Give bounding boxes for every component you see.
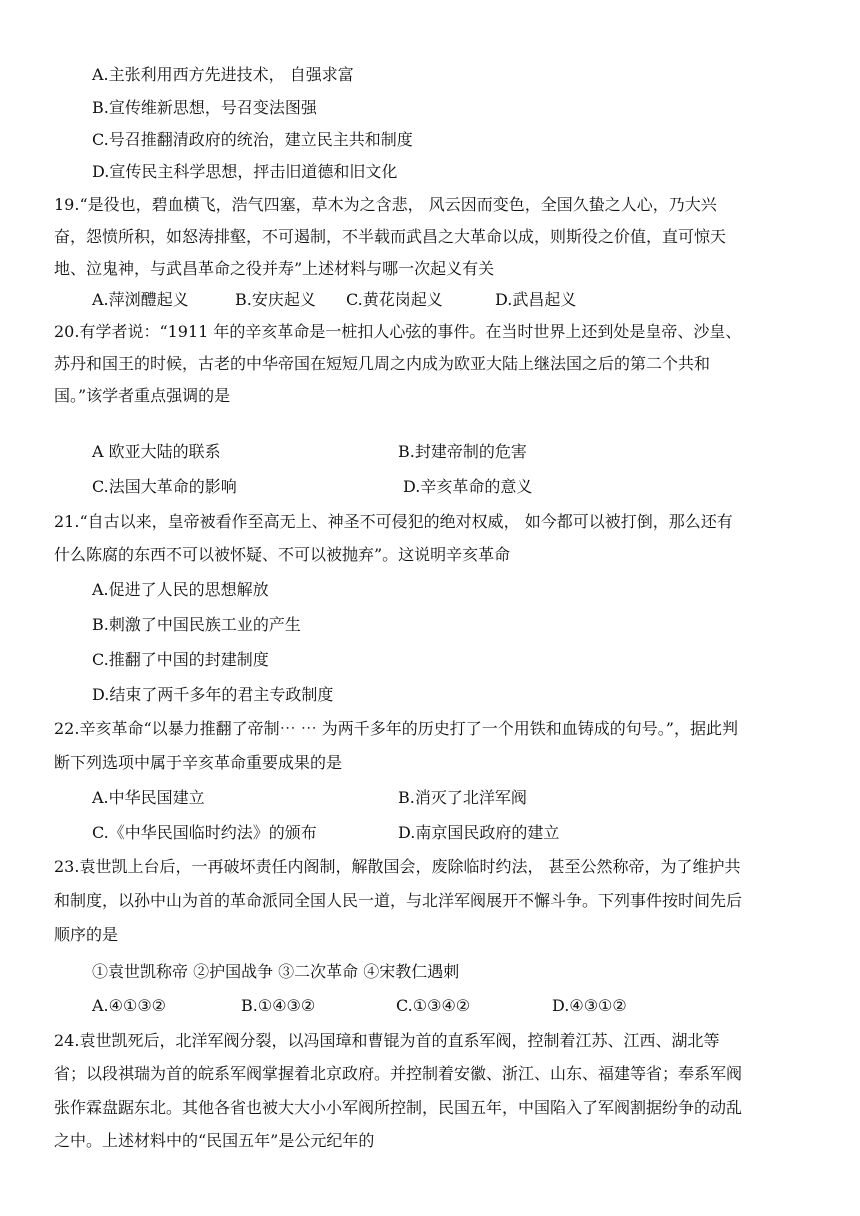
q24-stem-line-1: 24.袁世凯死后，北洋军阀分裂，以冯国璋和曹锟为首的直系军阀，控制着江苏、江西、湖北等 bbox=[54, 1031, 720, 1050]
q24-stem-line-4: 之中。上述材料中的“民国五年”是公元纪年的 bbox=[54, 1131, 375, 1150]
q18-option-d: D.宣传民主科学思想，抨击旧道德和旧文化 bbox=[92, 162, 398, 181]
q21-option-b: B.刺激了中国民族工业的产生 bbox=[92, 615, 301, 634]
q20-option-a: A 欧亚大陆的联系 bbox=[92, 442, 221, 461]
q23-stem-line-2: 和制度，以孙中山为首的革命派同全国人民一道，与北洋军阀展开不懈斗争。下列事件按时间先后 bbox=[54, 891, 743, 910]
q21-stem-line-2: 什么陈腐的东西不可以被怀疑、不可以被抛弃”。这说明辛亥革命 bbox=[54, 545, 511, 564]
q20-option-c: C.法国大革命的影响 bbox=[92, 477, 237, 496]
q23-option-c: C.①③④② bbox=[396, 996, 471, 1015]
q22-option-c: C.《中华民国临时约法》的颁布 bbox=[92, 823, 317, 842]
q19-stem-line-2: 奋，怨愤所积，如怒涛排壑，不可遏制，不半载而武昌之大革命以成，则斯役之价值，直可惊天 bbox=[54, 227, 727, 246]
q22-stem-line-1: 22.辛亥革命“以暴力推翻了帝制⋯ ⋯ 为两千多年的历史打了一个用铁和血铸成的句号。”，据此判 bbox=[54, 719, 738, 738]
q21-stem-line-1: 21.“自古以来，皇帝被看作至高无上、神圣不可侵犯的绝对权威， 如今都可以被打倒，那么还有 bbox=[54, 512, 733, 531]
q22-option-d: D.南京国民政府的建立 bbox=[398, 823, 560, 842]
q22-stem-line-2: 断下列选项中属于辛亥革命重要成果的是 bbox=[54, 753, 343, 772]
q23-stem-line-3: 顺序的是 bbox=[54, 925, 119, 944]
q20-stem-line-3: 国。”该学者重点强调的是 bbox=[54, 386, 231, 405]
q19-stem-line-3: 地、泣鬼神，与武昌革命之役并寿”上述材料与哪一次起义有关 bbox=[54, 259, 495, 278]
q19-option-d: D.武昌起义 bbox=[495, 290, 577, 309]
q18-option-c: C.号召推翻清政府的统治，建立民主共和制度 bbox=[92, 130, 413, 149]
q23-option-d: D.④③①② bbox=[552, 996, 627, 1015]
q22-option-b: B.消灭了北洋军阀 bbox=[398, 788, 527, 807]
q20-option-d: D.辛亥革命的意义 bbox=[403, 477, 533, 496]
q19-option-b: B.安庆起义 bbox=[235, 290, 316, 309]
q21-option-d: D.结束了两千多年的君主专政制度 bbox=[92, 685, 334, 704]
q23-events: ①袁世凯称帝 ②护国战争 ③二次革命 ④宋教仁遇刺 bbox=[92, 962, 460, 981]
q19-stem-line-1: 19.“是役也，碧血横飞，浩气四塞，草木为之含悲， 风云因而变色，全国久蛰之人心，乃大兴 bbox=[54, 195, 717, 214]
q22-option-a: A.中华民国建立 bbox=[92, 788, 205, 807]
q23-option-a: A.④①③② bbox=[92, 996, 167, 1015]
q24-stem-line-2: 省；以段祺瑞为首的皖系军阀掌握着北京政府。并控制着安徽、浙江、山东、福建等省；奉系军阀 bbox=[54, 1064, 743, 1083]
q18-option-b: B.宣传维新思想，号召变法图强 bbox=[92, 98, 317, 117]
q19-option-a: A.萍浏醴起义 bbox=[92, 290, 189, 309]
q23-option-b: B.①④③② bbox=[241, 996, 316, 1015]
q20-stem-line-1: 20.有学者说：“1911 年的辛亥革命是一桩扣人心弦的事件。在当时世界上还到处是皇帝、沙皇、 bbox=[54, 322, 742, 341]
q19-option-c: C.黄花岗起义 bbox=[346, 290, 443, 309]
q21-option-a: A.促进了人民的思想解放 bbox=[92, 580, 269, 599]
q20-stem-line-2: 苏丹和国王的时候，古老的中华帝国在短短几周之内成为欧亚大陆上继法国之后的第二个共和 bbox=[54, 354, 711, 373]
q21-option-c: C.推翻了中国的封建制度 bbox=[92, 650, 269, 669]
q20-option-b: B.封建帝制的危害 bbox=[398, 442, 527, 461]
q18-option-a: A.主张利用西方先进技术， 自强求富 bbox=[92, 65, 354, 84]
q24-stem-line-3: 张作霖盘踞东北。其他各省也被大大小小军阀所控制，民国五年，中国陷入了军阀割据纷争的动乱 bbox=[54, 1098, 743, 1117]
q23-stem-line-1: 23.袁世凯上台后，一再破坏责任内阁制，解散国会，废除临时约法， 甚至公然称帝，为了维护共 bbox=[54, 857, 741, 876]
